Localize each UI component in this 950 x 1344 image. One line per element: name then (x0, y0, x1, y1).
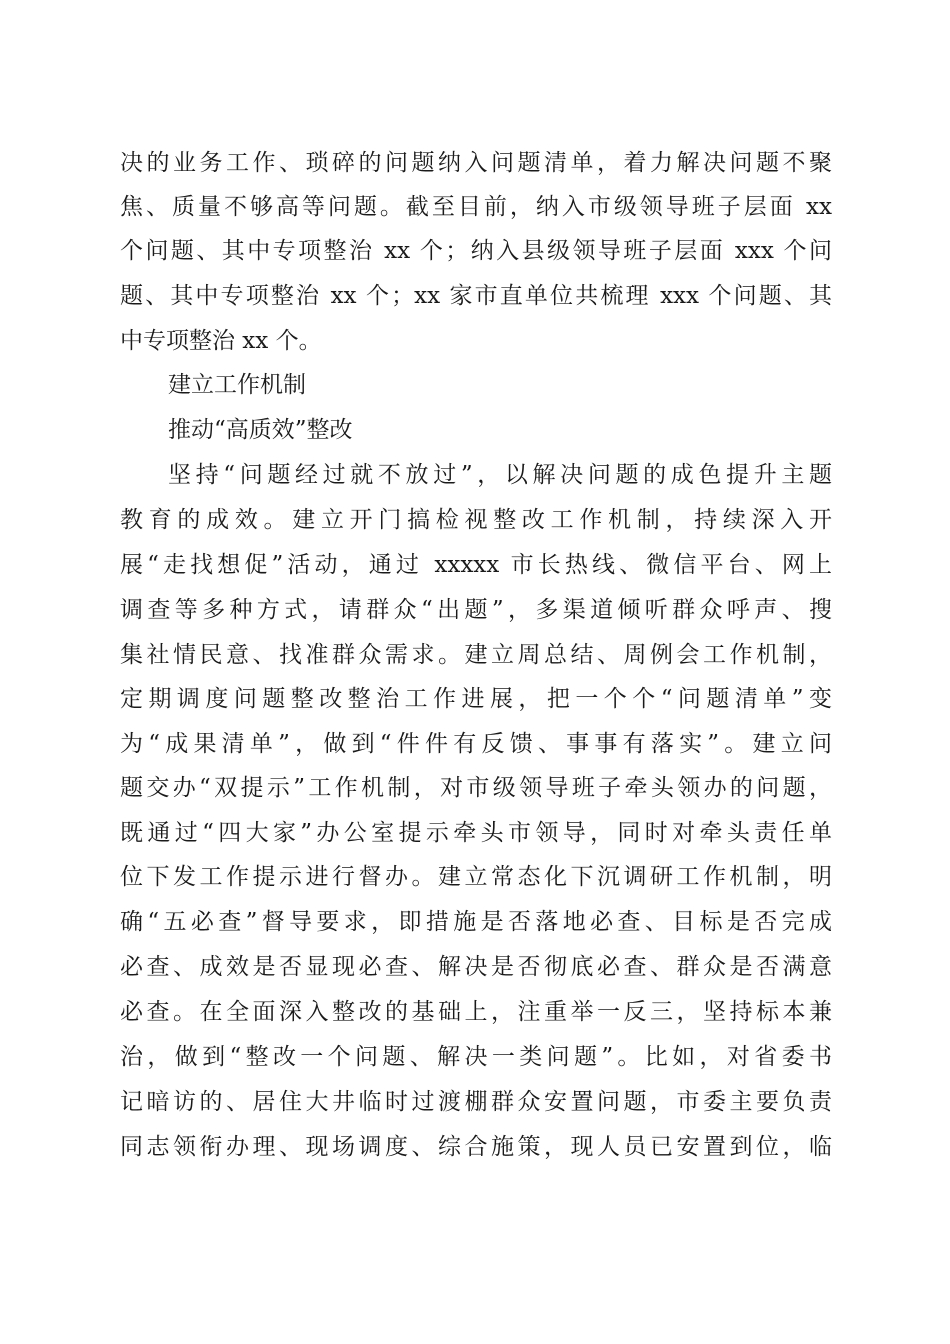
body-text-line: 中专项整治 xx 个。 (120, 328, 322, 354)
body-text-line: 决的业务工作、琐碎的问题纳入问题清单，着力解决问题不聚 (120, 150, 832, 176)
body-text-line: 展“走找想促”活动，通过 xxxxx 市长热线、微信平台、网上 (120, 552, 832, 578)
body-text-line: 集社情民意、找准群众需求。建立周总结、周例会工作机制， (120, 642, 832, 668)
body-text-line: 必查。在全面深入整改的基础上，注重举一反三，坚持标本兼 (120, 999, 832, 1025)
body-text-line: 题、其中专项整治 xx 个；xx 家市直单位共梳理 xxx 个问题、其 (120, 283, 832, 309)
body-text-line: 个问题、其中专项整治 xx 个；纳入县级领导班子层面 xxx 个问 (120, 238, 832, 264)
body-text-line: 记暗访的、居住大井临时过渡棚群众安置问题，市委主要负责 (120, 1089, 832, 1115)
body-text-line: 既通过“四大家”办公室提示牵头市领导，同时对牵头责任单 (120, 820, 832, 846)
body-text-line: 坚持“问题经过就不放过”，以解决问题的成色提升主题 (168, 462, 832, 488)
body-text-line: 为“成果清单”，做到“件件有反馈、事事有落实”。建立问 (120, 731, 832, 757)
body-text-line: 教育的成效。建立开门搞检视整改工作机制，持续深入开 (120, 507, 832, 533)
body-text-line: 调查等多种方式，请群众“出题”，多渠道倾听群众呼声、搜 (120, 597, 832, 623)
body-text-line: 确“五必查”督导要求，即措施是否落地必查、目标是否完成 (120, 909, 832, 935)
body-text-line: 必查、成效是否显现必查、解决是否彻底必查、群众是否满意 (120, 954, 832, 980)
body-text-line: 题交办“双提示”工作机制，对市级领导班子牵头领办的问题， (120, 775, 832, 801)
body-text-line: 定期调度问题整改整治工作进展，把一个个“问题清单”变 (120, 686, 832, 712)
section-subheading: 推动“高质效”整改 (168, 417, 353, 443)
body-text-line: 位下发工作提示进行督办。建立常态化下沉调研工作机制，明 (120, 864, 832, 890)
section-heading: 建立工作机制 (168, 372, 306, 398)
body-text-line: 焦、质量不够高等问题。截至目前，纳入市级领导班子层面 xx (120, 194, 832, 220)
body-text-line: 同志领衔办理、现场调度、综合施策，现人员已安置到位，临 (120, 1134, 832, 1160)
body-text-line: 治，做到“整改一个问题、解决一类问题”。比如，对省委书 (120, 1044, 832, 1070)
